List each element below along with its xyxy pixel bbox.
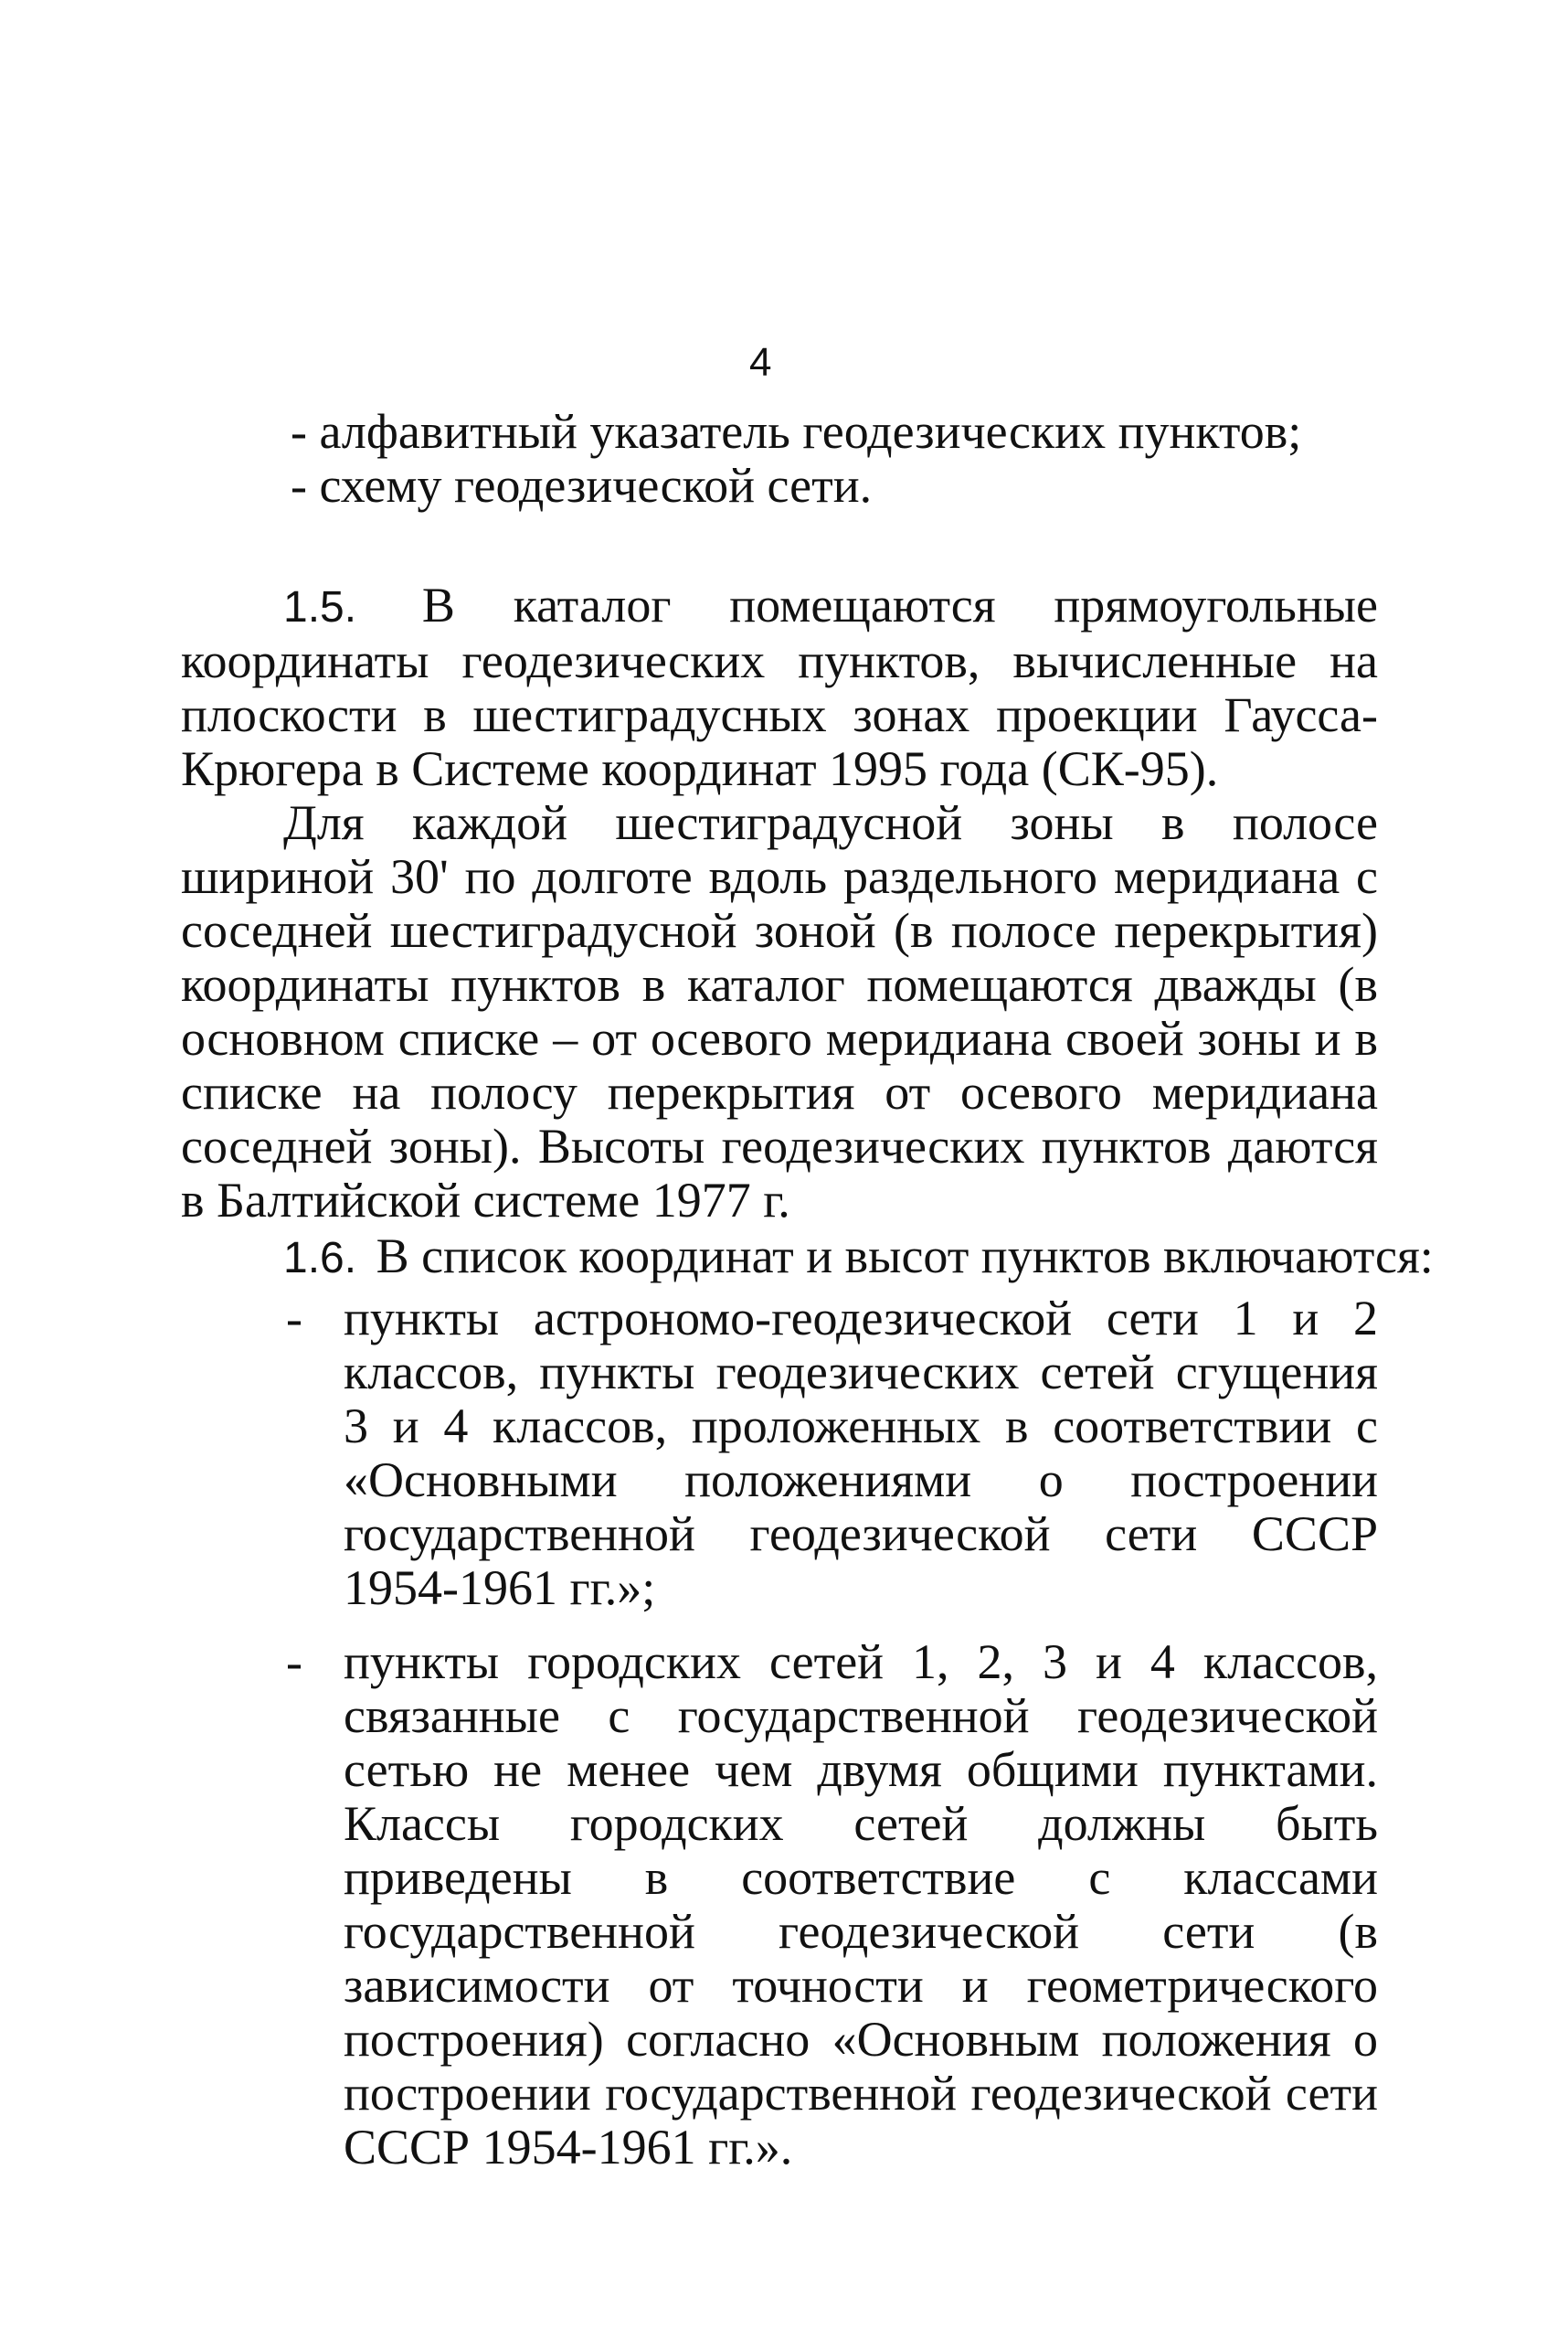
section-1-6-heading (181, 1228, 1434, 1285)
intro-list (291, 405, 1442, 513)
section-1-6 (181, 1228, 1434, 2195)
list-item-text: пункты астрономо-геодезической сети 1 и 2 классов, пункты геодезических сетей сгущения 3 и 4 классов, проложенных в соответствии с «Основными положениями о построении государственной геодезической сети СССР 1954-1961 гг.»; (344, 1291, 1378, 1615)
list-item-text: пункты городских сетей 1, 2, 3 и 4 классов, связанные с государственной геодезической сетью не менее чем двумя общими пунктами. Классы городских сетей должны быть приведены в соответствие с классами государственной геодезической сети (в зависимости от точности и геометрического построения) согласно «Основным положения о построении государственной геодезической сети СССР 1954-1961 гг.». (344, 1634, 1378, 2175)
intro-line-alphabetical-index: - алфавитный указатель геодезических пунктов; (291, 404, 1302, 459)
list-dash: - (286, 1291, 302, 1345)
section-1-5-number: 1.5. (283, 583, 357, 632)
page-number: 4 (749, 340, 772, 385)
section-1-6-number: 1.6. (283, 1234, 357, 1282)
list-item (181, 1635, 1378, 2175)
section-1-5 (181, 579, 1378, 1228)
list-dash: - (286, 1634, 302, 1689)
section-1-5-paragraph-2: Для каждой шестиградусной зоны в полосе шириной 30' по долготе вдоль раздельного меридиана с соседней шестиградусной зоной (в полосе перекрытия) координаты пунктов в каталог помещаются дважды (в основном списке – от осевого меридиана своей зоны и в списке на полосу перекрытия от осевого меридиана соседней зоны). Высоты геодезических пунктов даются в Балтийской системе 1977 г. (181, 795, 1378, 1228)
section-1-5-paragraph-1 (181, 579, 1378, 796)
intro-line-network-scheme: - схему геодезической сети. (291, 458, 873, 513)
section-1-6-heading-text: В список координат и высот пунктов включаются: (376, 1228, 1434, 1283)
list-item (181, 1292, 1378, 1615)
section-1-6-list (181, 1292, 1378, 2175)
section-1-5-paragraph-1-text: В каталог помещаются прямоугольные координаты геодезических пунктов, вычисленные на плоскости в шестиградусных зонах проекции Гаусса-Крюгера в Системе координат 1995 года (СК-95). (181, 578, 1379, 796)
